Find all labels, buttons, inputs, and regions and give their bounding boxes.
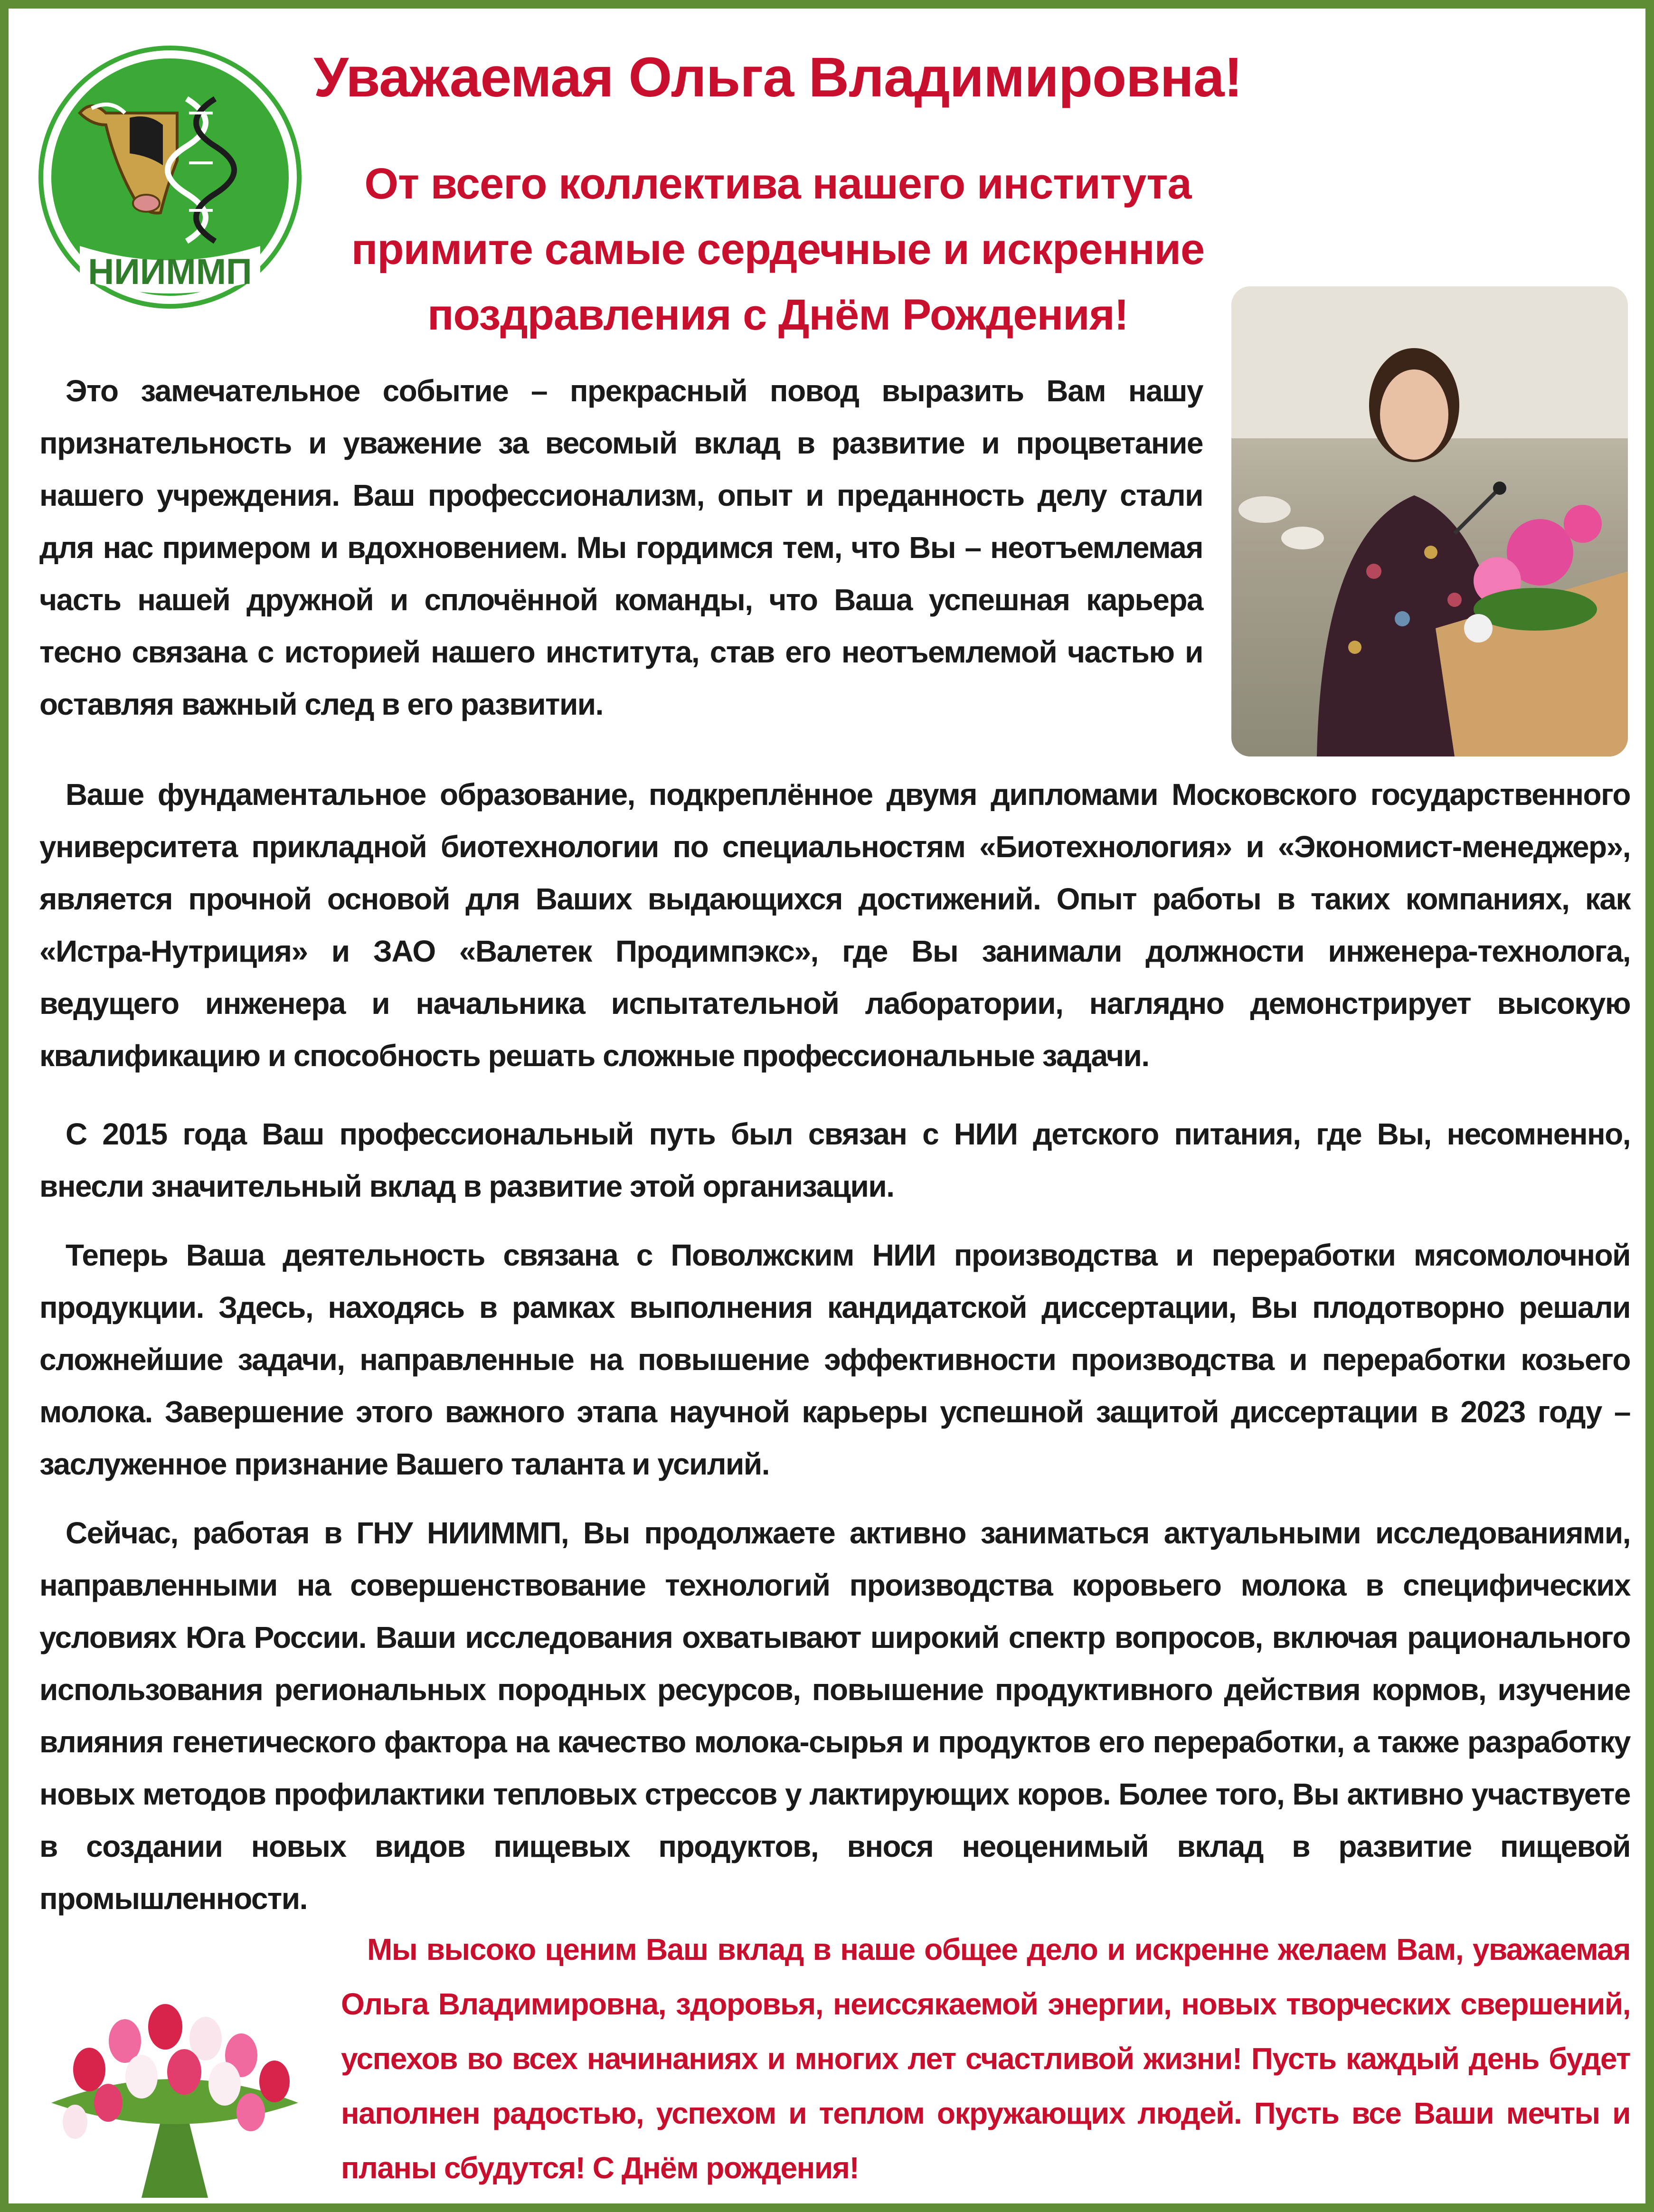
closing-wish: Мы высоко ценим Ваш вклад в наше общее дело и искренне желаем Вам, уважаемая Ольга Владимировна, здоровья, неиссякаемой энергии, новых творческих свершений, успехов во всех начинаниях и многих лет счастливой жизни! Пусть каждый день будет наполнен радостью, успехом и теплом окружающих людей. Пусть все Ваши мечты и планы сбудутся! С Днём рождения! — [341, 1932, 1630, 2185]
logo-text: НИИММП — [88, 252, 252, 292]
tulip-bouquet-image — [23, 1946, 327, 2198]
paragraph-5: Сейчас, работая в ГНУ НИИММП, Вы продолжаете активно заниматься актуальными исследованиями, направленными на совершенствование технологий производства коровьего молока в специфических условиях Юга России. Ваши исследования охватывают широкий спектр вопросов, включая рационального использования региональных породных ресурсов, повышение продуктивного действия кормов, изучение влияния генетического фактора на качество молока-сырья и продуктов его переработки, а также разработку новых методов профилактики тепловых стрессов у лактирующих коров. Более того, Вы активно участвуете в создании новых видов пищевых продуктов, внося неоценимый вклад в развитие пищевой промышленности. — [39, 1516, 1630, 1916]
paragraph-1: Это замечательное событие – прекрасный повод выразить Вам нашу признательность и уважение за весомый вклад в развитие и процветание нашего учреждения. Ваш профессионализм, опыт и преданность делу стали для нас примером и вдохновением. Мы гордимся тем, что Вы – неотъемлемая часть нашей дружной и сплочённой команды, что Ваша успешная карьера тесно связана с историей нашего института, став его неотъемлемой частью и оставляя важный след в его развитии. — [39, 374, 1203, 721]
institute-logo — [35, 42, 305, 315]
paragraph-4: Теперь Ваша деятельность связана с Поволжским НИИ производства и переработки мясомолочной продукции. Здесь, находясь в рамках выполнения кандидатской диссертации, Вы плодотворно решали сложнейшие задачи, направленные на повышение эффективности производства и переработки козьего молока. Завершение этого важного этапа научной карьеры успешной защитой диссертации в 2023 году – заслуженное признание Вашего таланта и усилий. — [39, 1238, 1630, 1481]
paragraph-3: С 2015 года Ваш профессиональный путь был связан с НИИ детского питания, где Вы, несомненно, внесли значительный вклад в развитие этой организации. — [39, 1117, 1630, 1203]
greeting-title: Уважаемая Ольга Владимировна! — [313, 46, 1242, 109]
paragraph-2: Ваше фундаментальное образование, подкреплённое двумя дипломами Московского государственного университета прикладной биотехнологии по специальностям «Биотехнология» и «Экономист-менеджер», является прочной основой для Ваших выдающихся достижений. Опыт работы в таких компаниях, как «Истра-Нутриция» и ЗАО «Валетек Продимпэкс», где Вы занимали должности инженера-технолога, ведущего инженера и начальника испытательной лаборатории, наглядно демонстрирует высокую квалификацию и способность решать сложные профессиональные задачи. — [39, 777, 1630, 1073]
greeting-subtitle: От всего коллектива нашего института примите самые сердечные и искренние поздравления с Днём Рождения! — [351, 160, 1205, 339]
portrait-photo — [1231, 286, 1628, 756]
